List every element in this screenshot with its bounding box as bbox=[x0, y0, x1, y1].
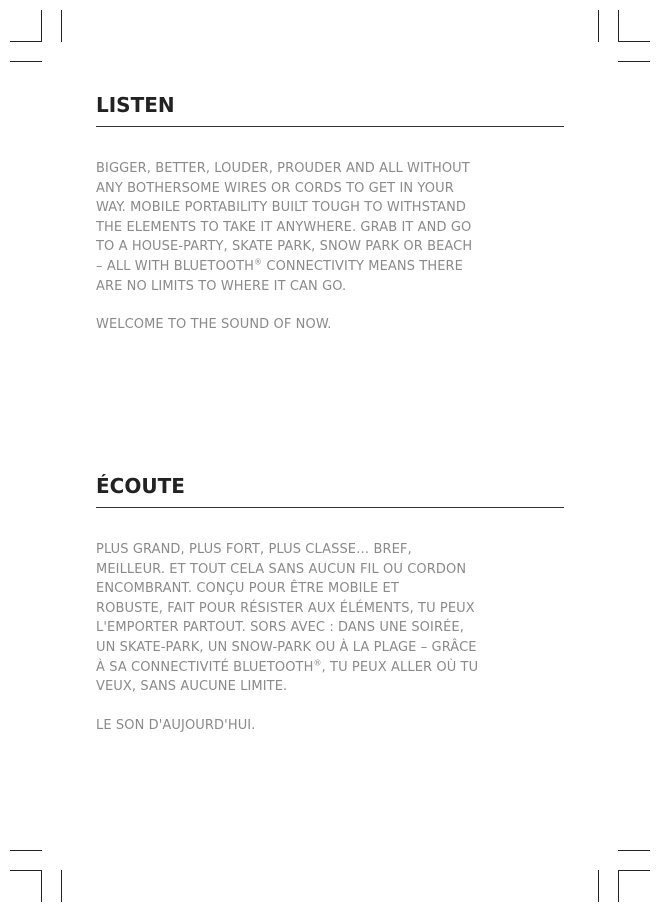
crop-mark-bottom-left-horizontal bbox=[10, 870, 42, 871]
text-line: UN SKATE-PARK, UN SNOW-PARK OU À LA PLAGE – GRÂCE bbox=[96, 639, 477, 655]
crop-mark-bottom-left-vertical-inner bbox=[61, 870, 62, 902]
body-english bbox=[96, 159, 564, 335]
crop-mark-bottom-right-vertical bbox=[618, 870, 619, 902]
text-fragment: À SA CONNECTIVITÉ BLUETOOTH bbox=[96, 659, 314, 675]
text-line: VEUX, SANS AUCUNE LIMITE. bbox=[96, 679, 288, 695]
text-line: ROBUSTE, FAIT POUR RÉSISTER AUX ÉLÉMENTS, TU PEUX bbox=[96, 600, 475, 616]
crop-mark-bottom-left-vertical bbox=[41, 870, 42, 902]
section-french bbox=[96, 473, 564, 735]
text-line-bluetooth bbox=[96, 658, 564, 678]
crop-mark-bottom-right-horizontal-inner bbox=[618, 850, 650, 851]
crop-mark-bottom-right-horizontal bbox=[618, 870, 650, 871]
text-fragment: , TU PEUX ALLER OÙ TU bbox=[321, 659, 479, 675]
text-fragment: – ALL WITH BLUETOOTH bbox=[96, 258, 255, 274]
paragraph-french-tagline: LE SON D'AUJOURD'HUI. bbox=[96, 717, 256, 733]
crop-mark-top-right-horizontal bbox=[618, 41, 650, 42]
text-fragment: CONNECTIVITY MEANS THERE bbox=[262, 258, 463, 274]
text-line: THE ELEMENTS TO TAKE IT ANYWHERE. GRAB IT AND GO bbox=[96, 219, 472, 235]
text-line: ENCOMBRANT. CONÇU POUR ÊTRE MOBILE ET bbox=[96, 581, 399, 597]
text-line: BIGGER, BETTER, LOUDER, PROUDER AND ALL WITHOUT bbox=[96, 161, 470, 176]
paragraph-english-main bbox=[96, 159, 564, 296]
text-line: WAY. MOBILE PORTABILITY BUILT TOUGH TO WITHSTAND bbox=[96, 200, 466, 216]
crop-mark-top-left-vertical bbox=[41, 10, 42, 42]
text-line: PLUS GRAND, PLUS FORT, PLUS CLASSE… BREF, bbox=[96, 542, 412, 557]
crop-mark-top-right-vertical bbox=[618, 10, 619, 42]
crop-mark-bottom-left-horizontal-inner bbox=[10, 850, 42, 851]
paragraph-english-tagline: WELCOME TO THE SOUND OF NOW. bbox=[96, 317, 332, 333]
crop-mark-top-right-horizontal-inner bbox=[618, 61, 650, 62]
crop-mark-top-left-horizontal bbox=[10, 41, 42, 42]
text-line-bluetooth bbox=[96, 257, 564, 277]
crop-mark-bottom-right-vertical-inner bbox=[598, 870, 599, 902]
paragraph-french-main bbox=[96, 540, 564, 697]
text-line: MEILLEUR. ET TOUT CELA SANS AUCUN FIL OU CORDON bbox=[96, 561, 467, 577]
text-line: TO A HOUSE-PARTY, SKATE PARK, SNOW PARK OR BEACH bbox=[96, 239, 473, 255]
crop-mark-top-right-vertical-inner bbox=[598, 10, 599, 42]
text-line: ANY BOTHERSOME WIRES OR CORDS TO GET IN YOUR bbox=[96, 180, 454, 196]
text-line: ARE NO LIMITS TO WHERE IT CAN GO. bbox=[96, 278, 347, 294]
registered-mark: ® bbox=[254, 257, 263, 267]
heading-listen: LISTEN bbox=[96, 92, 564, 127]
heading-ecoute: ÉCOUTE bbox=[96, 473, 564, 508]
section-english bbox=[96, 92, 564, 335]
crop-mark-top-left-horizontal-inner bbox=[10, 61, 42, 62]
body-french bbox=[96, 540, 564, 735]
registered-mark: ® bbox=[313, 658, 322, 668]
crop-mark-top-left-vertical-inner bbox=[61, 10, 62, 42]
text-line: L'EMPORTER PARTOUT. SORS AVEC : DANS UNE SOIRÉE, bbox=[96, 620, 464, 636]
